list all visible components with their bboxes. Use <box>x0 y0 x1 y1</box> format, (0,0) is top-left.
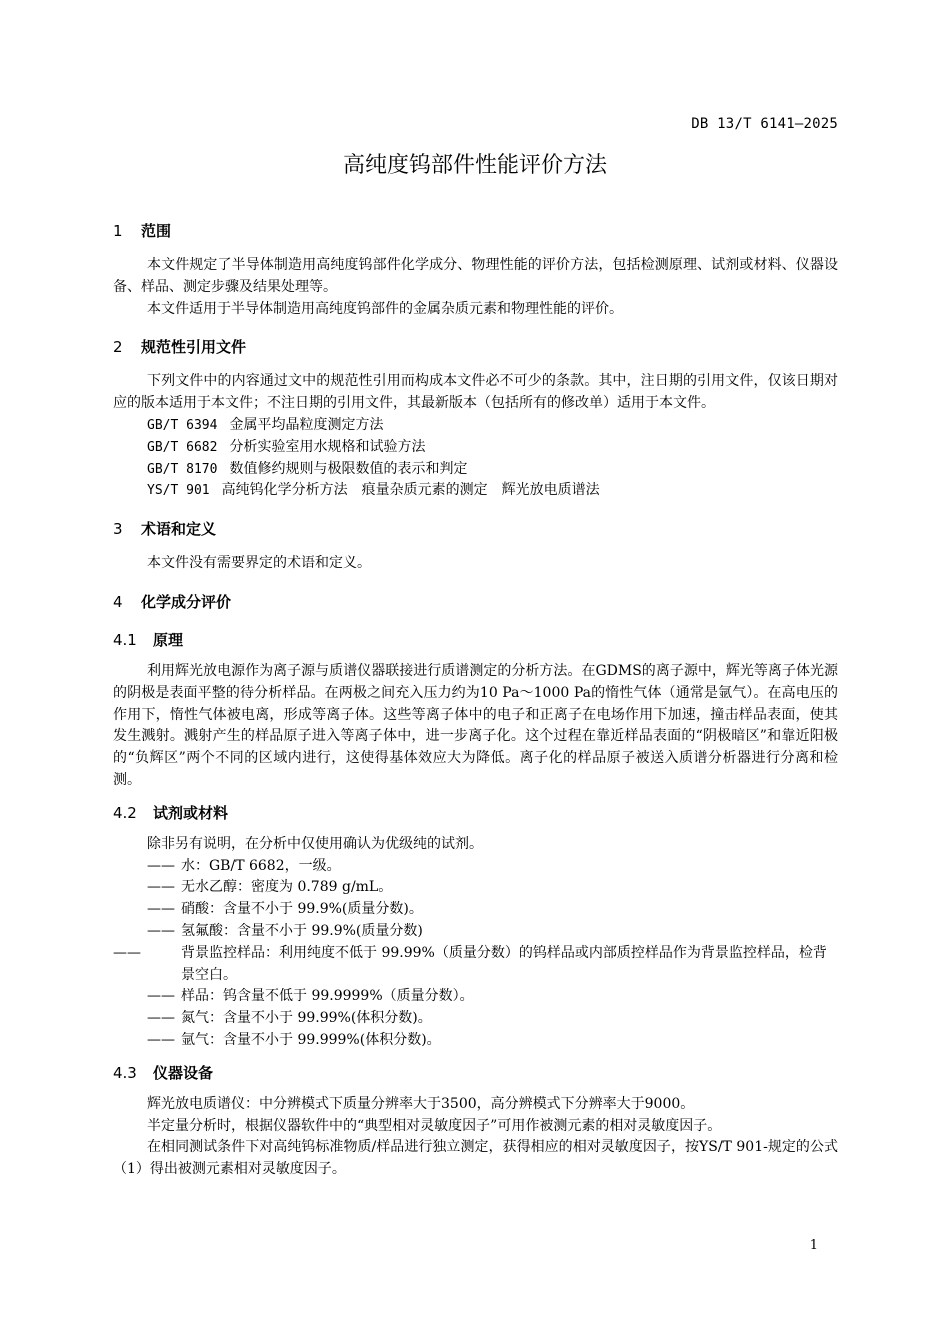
dash-mark: —— <box>147 988 175 1005</box>
section-number: 2 <box>113 338 123 357</box>
section-number: 3 <box>113 520 123 539</box>
paragraph: 本文件没有需要界定的术语和定义。 <box>147 555 371 572</box>
reference-name: 分析实验室用水规格和试验方法 <box>229 438 426 455</box>
reference-name: 数值修约规则与极限数值的表示和判定 <box>229 460 468 477</box>
subsection-title: 原理 <box>153 630 184 649</box>
subsection-number: 4.2 <box>113 803 137 822</box>
list-item-text: 背景监控样品：利用纯度不低于 99.99%（质量分数）的钨样品或内部质控样品作为背景监控样品，检背景空白。 <box>181 944 827 983</box>
list-item-text: 氩气：含量不小于 99.999%(体积分数)。 <box>181 1031 441 1048</box>
subsection-number: 4.1 <box>113 630 137 649</box>
section-heading-chemical-composition <box>113 591 838 613</box>
dash-mark: —— <box>147 1010 175 1027</box>
list-item <box>113 921 838 943</box>
paragraph: 在相同测试条件下对高纯钨标准物质/样品进行独立测定，获得相应的相对灵敏度因子，按YS/T 901-规定的公式（1）得出被测元素相对灵敏度因子。 <box>113 1139 838 1178</box>
paragraph: 下列文件中的内容通过文中的规范性引用而构成本文件必不可少的条款。其中，注日期的引用文件，仅该日期对应的版本适用于本文件；不注日期的引用文件，其最新版本（包括所有的修改单）适用于本文件。 <box>113 373 838 412</box>
section-title: 化学成分评价 <box>141 592 232 611</box>
paragraph: 本文件适用于半导体制造用高纯度钨部件的金属杂质元素和物理性能的评价。 <box>147 300 623 317</box>
reference-code: GB/T 6394 <box>147 417 218 433</box>
reference-item <box>113 437 838 459</box>
section-number: 4 <box>113 592 123 611</box>
reference-name: 金属平均晶粒度测定方法 <box>229 416 384 433</box>
dash-mark: —— <box>147 879 175 896</box>
reference-item <box>113 480 838 502</box>
page-number: 1 <box>809 1238 818 1253</box>
section-title: 范围 <box>141 222 172 240</box>
dash-mark: —— <box>147 922 175 939</box>
paragraph: 半定量分析时，根据仪器软件中的“典型相对灵敏度因子”可用作被测元素的相对灵敏度因子。 <box>147 1117 722 1134</box>
dash-mark: —— <box>147 901 175 918</box>
section-number: 1 <box>113 222 123 240</box>
section-heading-terms <box>113 518 838 540</box>
list-item-text: 无水乙醇：密度为 0.789 g/mL。 <box>181 879 393 896</box>
list-item-text: 水：GB/T 6682，一级。 <box>181 857 341 874</box>
list-item <box>113 856 838 878</box>
list-item-text: 氮气：含量不小于 99.99%(体积分数)。 <box>181 1010 432 1027</box>
document-title: 高纯度钨部件性能评价方法 <box>342 153 607 178</box>
subsection-title: 仪器设备 <box>153 1063 214 1082</box>
subsection-title: 试剂或材料 <box>153 803 229 822</box>
paragraph: 本文件规定了半导体制造用高纯度钨部件化学成分、物理性能的评价方法，包括检测原理、试剂或材料、仪器设备、样品、测定步骤及结果处理等。 <box>113 257 838 295</box>
document-code: DB 13/T 6141—2025 <box>691 116 838 132</box>
list-item <box>113 877 838 899</box>
reference-code: YS/T 901 <box>147 483 210 499</box>
paragraph: 辉光放电质谱仪：中分辨模式下质量分辨率大于3500，高分辨模式下分辨率大于9000。 <box>147 1095 695 1112</box>
reference-code: GB/T 8170 <box>147 461 218 477</box>
dash-mark: —— <box>113 944 141 961</box>
paragraph: 利用辉光放电源作为离子源与质谱仪器联接进行质谱测定的分析方法。在GDMS的离子源中，辉光等离子体光源的阴极是表面平整的待分析样品。在两极之间充入压力约为10 Pa～1000 Pa的惰性气体（通常是氩气）。在高电压的作用下，惰性气体被电离，形成等离子体。这些等离子体中的电子和正离子在电场作用下加速，撞击样品表面，使其发生溅射。溅射产生的样品原子进入等离子体中，进一步离子化。这个过程在靠近样品表面的“阴极暗区”和靠近阳极的“负辉区”两个不同的区域内进行，这使得基体效应大为降低。离子化的样品原子被送入质谱分析器进行分离和检测。 <box>113 662 838 788</box>
reference-item <box>113 459 838 481</box>
dash-mark: —— <box>147 1031 175 1048</box>
list-item <box>113 1030 838 1052</box>
section-title: 规范性引用文件 <box>141 338 247 357</box>
list-item-text: 样品：钨含量不低于 99.9999%（质量分数）。 <box>181 988 474 1005</box>
reference-item <box>113 415 838 437</box>
list-item <box>113 899 838 921</box>
list-item <box>113 943 838 987</box>
reference-name: 高纯钨化学分析方法 痕量杂质元素的测定 辉光放电质谱法 <box>221 482 600 499</box>
section-heading-normative-references <box>113 336 838 358</box>
list-item <box>113 986 838 1008</box>
reference-code: GB/T 6682 <box>147 439 218 455</box>
subsection-number: 4.3 <box>113 1063 137 1082</box>
paragraph: 除非另有说明，在分析中仅使用确认为优级纯的试剂。 <box>147 835 483 852</box>
list-item-text: 硝酸：含量不小于 99.9%(质量分数)。 <box>181 901 423 918</box>
dash-mark: —— <box>147 857 175 874</box>
document-body <box>113 220 838 1181</box>
list-item-text: 氢氟酸：含量不小于 99.9%(质量分数) <box>181 922 423 939</box>
section-title: 术语和定义 <box>141 520 217 539</box>
list-item <box>113 1008 838 1030</box>
subsection-heading-reagents <box>113 802 838 824</box>
subsection-heading-principle <box>113 629 838 651</box>
section-heading-scope <box>113 220 838 242</box>
subsection-heading-apparatus <box>113 1062 838 1084</box>
